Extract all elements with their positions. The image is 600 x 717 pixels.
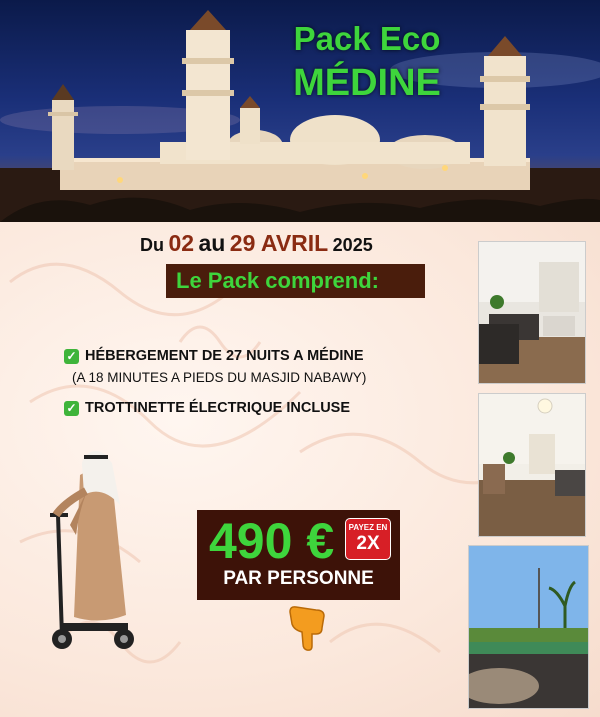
- lounge-image: [479, 394, 585, 536]
- price-box: [197, 510, 400, 600]
- sports-field-image: [469, 546, 588, 708]
- date-start: 02: [168, 230, 195, 256]
- pay-badge-line1: PAYEZ EN: [348, 523, 388, 532]
- sports-field-photo: [468, 545, 589, 709]
- living-room-image: [479, 242, 585, 383]
- feature-text: TROTTINETTE ÉLECTRIQUE INCLUSE: [85, 400, 351, 416]
- feature-scooter: [64, 400, 350, 416]
- feature-accommodation-subtext: (A 18 MINUTES A PIEDS DU MASJID NABAWY): [72, 370, 367, 385]
- price-per-person: PAR PERSONNE: [223, 568, 374, 589]
- scooter-rider-illustration: [40, 445, 140, 655]
- price-amount: 490 €: [209, 513, 335, 569]
- check-icon: ✓: [64, 349, 79, 364]
- pay-badge-line2: 2X: [356, 533, 380, 554]
- pack-heading-box: [166, 264, 425, 298]
- mosque-hero-image: [0, 0, 600, 222]
- feature-text: HÉBERGEMENT DE 27 NUITS A MÉDINE: [85, 348, 364, 364]
- check-icon: ✓: [64, 401, 79, 416]
- date-year: 2025: [332, 235, 373, 255]
- pack-heading: Le Pack comprend:: [176, 268, 379, 293]
- title-line-2: MÉDINE: [293, 62, 441, 104]
- apartment-lounge-photo: [478, 393, 586, 537]
- title-line-1: Pack Eco: [293, 20, 441, 57]
- apartment-living-room-photo: [478, 241, 586, 384]
- date-range: [140, 230, 373, 257]
- date-du: Du: [140, 235, 164, 255]
- date-end: 29 AVRIL: [229, 230, 329, 256]
- pointing-hand-icon: [286, 604, 330, 652]
- feature-accommodation: [64, 348, 364, 364]
- date-au: au: [198, 230, 226, 256]
- pay-in-2x-badge: [345, 518, 391, 560]
